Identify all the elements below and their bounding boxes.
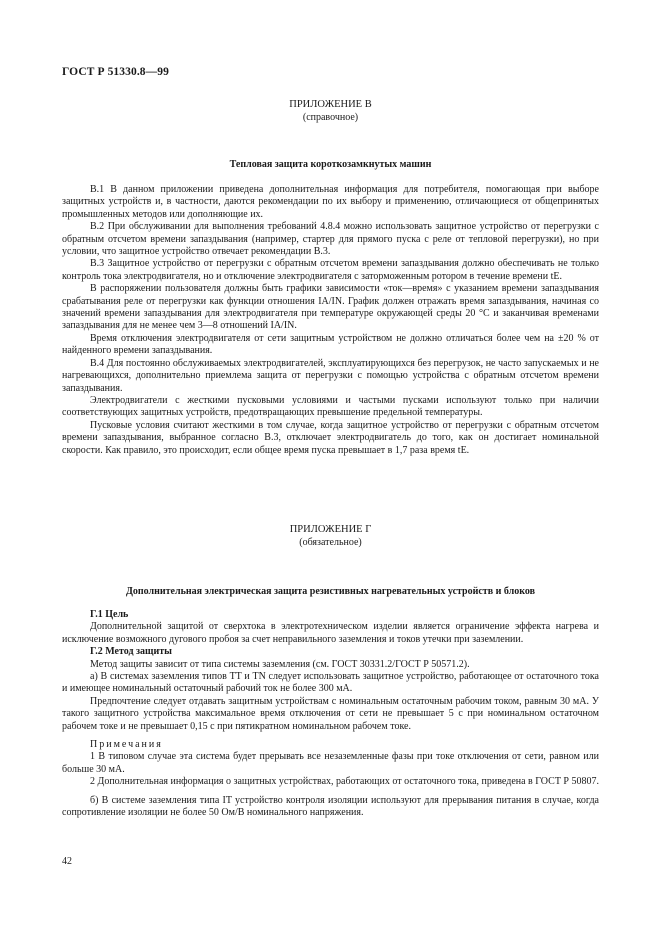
paragraph-b3-graphs: В распоряжении пользователя должны быть графики зависимости «ток—время» с указанием времени запаздывания срабатывания реле от перегрузки как функции отношения IA/IN. График должен отражать время запаздывания, начиная со значений времени запаздывания для электродвигателя при температуре окружающей среды 20 °С и заканчивая временами запаздывания для не менее чем 3—8 отношений IA/IN. — [62, 283, 599, 332]
appendix-b-title: ПРИЛОЖЕНИЕ В — [289, 99, 372, 110]
method-paragraph-preference: Предпочтение следует отдавать защитным устройствам с номинальным остаточным рабочим током, равным 30 мА. У такого защитного устройства максимальное время отключения от сети не превышает 5 с при номинальном остаточном рабочем токе и не превышает 0,15 с при пятикратном номинальном рабочем токе. — [62, 695, 599, 732]
page-number: 42 — [62, 856, 72, 867]
goal-heading: Г.1 Цель — [90, 609, 129, 620]
method-paragraph-b: б) В системе заземления типа IT устройство контроля изоляции используют для прерывания питания в случае, когда сопротивление изоляции не более 50 Ом/В номинального напряжения. — [62, 794, 599, 819]
appendix-b-title-block — [0, 98, 661, 124]
note-1: 1 В типовом случае эта система будет прерывать все незаземленные фазы при токе отключения от сети, равном или больше 30 мА. — [62, 751, 599, 775]
appendix-b-heading: Тепловая защита короткозамкнутых машин — [229, 159, 432, 170]
goal-text: Дополнительной защитой от сверхтока в электротехническом изделии является ограничение эффекта нагрева и исключение возможного дугового пробоя за счет неправильного заземления и токов утечки при заземлении. — [62, 621, 599, 645]
notes-heading: Примечания — [90, 739, 163, 751]
appendix-g-title-block — [0, 523, 661, 549]
paragraph-b1: В.1 В данном приложении приведена дополнительная информация для потребителя, помогающая при выборе защитных устройств и, в частности, даются рекомендации по их выбору и применению, отличающиеся от общепринятых промышленных методов или дополняющие их. — [62, 184, 599, 220]
method-paragraph-a: а) В системах заземления типов TT и TN следует использовать защитное устройство, работающее от остаточного тока и имеющее номинальный остаточный рабочий ток не более 300 мА. — [62, 671, 599, 695]
appendix-g-kind: (обязательное) — [299, 537, 362, 548]
standard-code: ГОСТ Р 51330.8—99 — [62, 66, 169, 78]
appendix-b-body — [62, 184, 599, 457]
paragraph-b2: В.2 При обслуживании для выполнения требований 4.8.4 можно использовать защитное устройство от перегрузки с обратным отсчетом времени запаздывания (например, стартер для прямого пуска с реле от тепловой перегрузки), но при условии, что защитное устройство отвечает рекомендации В.3. — [62, 221, 599, 258]
appendix-g-heading: Дополнительная электрическая защита резистивных нагревательных устройств и блоков — [125, 586, 536, 597]
paragraph-b4-motors: Электродвигатели с жесткими пусковыми условиями и частыми пусками используют только при наличии соответствующих защитных устройств, предотвращающих превышение предельной температуры. — [62, 394, 599, 419]
appendix-g-body — [62, 609, 599, 820]
appendix-b-kind: (справочное) — [302, 112, 359, 123]
method-paragraph-1: Метод защиты зависит от типа системы заземления (см. ГОСТ 30331.2/ГОСТ Р 50571.2). — [90, 658, 470, 670]
paragraph-b4: В.4 Для постоянно обслуживаемых электродвигателей, эксплуатирующихся без перегрузок, не часто запускаемых и не нагревающихся, дополнительно приемлема защита от перегрузки с помощью устройства с обратным отсчетом времени запаздывания. — [62, 357, 599, 394]
method-heading: Г.2 Метод защиты — [90, 646, 172, 658]
note-2: 2 Дополнительная информация о защитных устройствах, работающих от остаточного тока, приведена в ГОСТ Р 50807. — [90, 776, 599, 788]
paragraph-b3-time: Время отключения электродвигателя от сети защитным устройством не должно отличаться более чем на ±20 % от найденного времени запаздывания. — [62, 332, 599, 357]
paragraph-b3: В.3 Защитное устройство от перегрузки с обратным отсчетом времени запаздывания должно обеспечивать не только контроль тока электродвигателя, но и отключение электродвигателя с заторможенным ротором в течение времени tE. — [62, 258, 599, 282]
paragraph-b4-start: Пусковые условия считают жесткими в том случае, когда защитное устройство от перегрузки с обратным отсчетом времени запаздывания, выбранное согласно В.3, отключает электродвигатель до того, как он достигает номинальной скорости. Как правило, это происходит, если общее время пуска превышает в 1,7 раза время tE. — [62, 419, 599, 456]
appendix-g-title: ПРИЛОЖЕНИЕ Г — [289, 524, 372, 535]
